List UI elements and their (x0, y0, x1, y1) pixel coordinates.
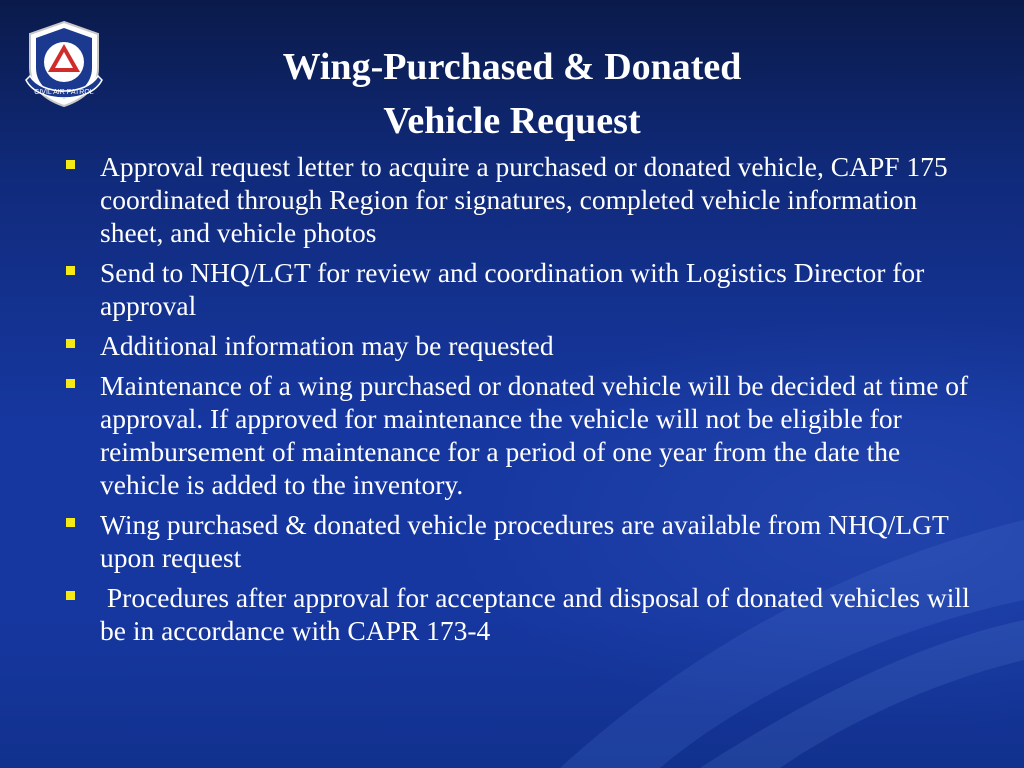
bullet-item (62, 150, 982, 249)
bullet-text: Wing purchased & donated vehicle procedures are available from NHQ/LGT upon request (100, 509, 949, 573)
bullet-text: Send to NHQ/LGT for review and coordination with Logistics Director for approval (100, 257, 925, 321)
logo-text: CIVIL AIR PATROL (34, 89, 94, 96)
title-line-1: Wing-Purchased & Donated (282, 46, 742, 88)
slide-title (200, 40, 824, 148)
bullet-text: Approval request letter to acquire a purchased or donated vehicle, CAPF 175 coordinated through Region for signatures, completed vehicle information sheet, and vehicle photos (100, 151, 948, 248)
bullet-list (62, 150, 982, 654)
civil-air-patrol-logo (18, 18, 110, 110)
square-bullet-icon (66, 339, 75, 348)
square-bullet-icon (66, 160, 75, 169)
bullet-text: Additional information may be requested (100, 330, 554, 361)
bullet-item (62, 369, 982, 501)
bullet-item (62, 508, 982, 574)
bullet-item (62, 329, 982, 362)
square-bullet-icon (66, 379, 75, 388)
bullet-text: Maintenance of a wing purchased or donated vehicle will be decided at time of approval. If approved for maintenance the vehicle will not be eligible for reimbursement of maintenance for a period of one year from the date the vehicle is added to the inventory. (100, 370, 969, 500)
bullet-item (62, 256, 982, 322)
square-bullet-icon (66, 518, 75, 527)
bullet-text: Procedures after approval for acceptance and disposal of donated vehicles will be in accordance with CAPR 173-4 (100, 582, 977, 646)
bullet-item (62, 581, 982, 647)
civil-air-patrol-shield-icon (18, 18, 110, 110)
title-line-2: Vehicle Request (383, 100, 641, 142)
square-bullet-icon (66, 266, 75, 275)
square-bullet-icon (66, 591, 75, 600)
